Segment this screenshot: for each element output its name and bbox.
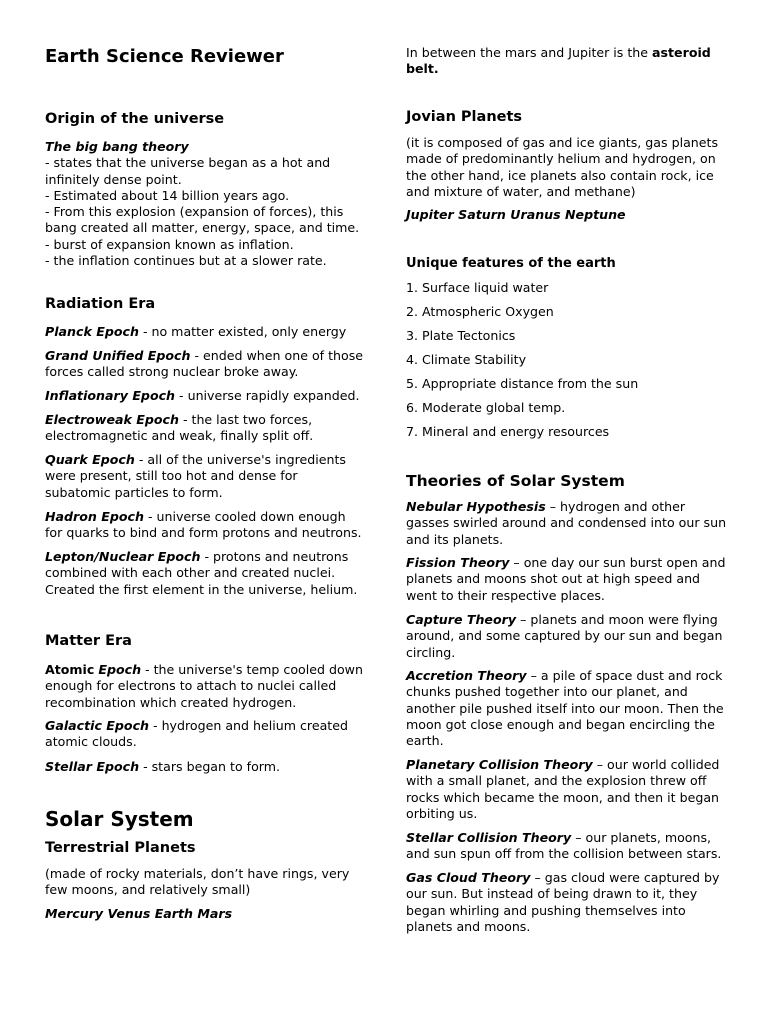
radiation-item xyxy=(45,452,365,501)
theory-term: Capture Theory xyxy=(406,612,517,627)
terrestrial-desc: (made of rocky materials, don’t have rings, very few moons, and relatively small) xyxy=(45,866,350,898)
theory-item xyxy=(406,668,731,749)
radiation-desc: - protons and neutrons combined with each other and created nuclei. Created the first element in the universe, helium. xyxy=(45,549,358,597)
theory-item xyxy=(406,757,731,822)
radiation-item xyxy=(45,549,365,598)
radiation-heading: Radiation Era xyxy=(45,296,156,312)
theory-term: Gas Cloud Theory xyxy=(406,870,531,885)
theory-term: Stellar Collision Theory xyxy=(406,830,572,845)
theory-desc: – gas cloud were captured by our sun. But instead of being drawn to it, they began whirling and pushing themselves into planets and moons. xyxy=(406,870,720,934)
radiation-item xyxy=(45,348,365,381)
origin-line: - the inflation continues but at a slower rate. xyxy=(45,253,327,269)
theories-heading: Theories of Solar System xyxy=(406,472,625,490)
theory-desc: – one day our sun burst open and planets and moons shot out at high speed and went to their respective places. xyxy=(406,555,726,603)
theory-item xyxy=(406,612,731,661)
unique-item: 2. Atmospheric Oxygen xyxy=(406,304,554,319)
unique-heading: Unique features of the earth xyxy=(406,256,616,271)
origin-block xyxy=(45,139,365,269)
document-title: Earth Science Reviewer xyxy=(45,46,284,67)
radiation-item xyxy=(45,509,365,542)
radiation-desc: - universe cooled down enough for quarks to bind and form protons and neutrons. xyxy=(45,509,362,541)
radiation-term: Inflationary Epoch xyxy=(45,388,176,403)
origin-line: - burst of expansion known as inflation. xyxy=(45,236,294,252)
unique-item: 6. Moderate global temp. xyxy=(406,400,566,415)
origin-line: - states that the universe began as a hot and infinitely dense point. xyxy=(45,155,331,187)
atomic-term-b: Epoch xyxy=(98,662,142,677)
matter-item xyxy=(45,662,365,711)
jovian-heading: Jovian Planets xyxy=(406,109,523,125)
matter-desc: - hydrogen and helium created atomic clouds. xyxy=(45,718,348,750)
galactic-term: Galactic Epoch xyxy=(45,718,150,733)
theory-item xyxy=(406,499,731,548)
origin-line: - Estimated about 14 billion years ago. xyxy=(45,187,290,203)
stellar-term: Stellar Epoch xyxy=(45,759,140,774)
theory-item xyxy=(406,870,731,935)
theory-desc: – our world collided with a small planet, and the explosion threw off rocks which became the moon, and then it began orbiting us. xyxy=(406,757,720,821)
radiation-term: Hadron Epoch xyxy=(45,509,144,524)
radiation-desc: - the last two forces, electromagnetic and weak, finally split off. xyxy=(45,412,314,444)
radiation-term: Grand Unified Epoch xyxy=(45,348,191,363)
unique-item: 7. Mineral and energy resources xyxy=(406,424,610,439)
matter-heading: Matter Era xyxy=(45,633,132,649)
radiation-term: Planck Epoch xyxy=(45,324,139,339)
theory-term: Nebular Hypothesis xyxy=(406,499,546,514)
theory-item xyxy=(406,555,731,604)
asteroid-text: In between the mars and Jupiter is the xyxy=(406,45,653,60)
radiation-desc: - all of the universe's ingredients were present, still too hot and dense for subatomic particles to form. xyxy=(45,452,346,500)
bigbang-term: The big bang theory xyxy=(45,139,189,154)
theory-item xyxy=(406,830,731,863)
radiation-item xyxy=(45,412,365,445)
asteroid-bold: asteroid belt. xyxy=(406,45,711,77)
terrestrial-list: Mercury Venus Earth Mars xyxy=(45,906,233,921)
jovian-desc: (it is composed of gas and ice giants, gas planets made of predominantly helium and hydrogen, on the other hand, ice planets also contain rock, ice and mixture of water, and methane) xyxy=(406,135,719,199)
theory-desc: – planets and moon were flying around, and some captured by our sun and began circling. xyxy=(406,612,723,660)
terrestrial-heading: Terrestrial Planets xyxy=(45,840,196,856)
unique-item: 1. Surface liquid water xyxy=(406,280,549,295)
theory-term: Accretion Theory xyxy=(406,668,527,683)
theory-term: Fission Theory xyxy=(406,555,510,570)
asteroid-belt-text xyxy=(406,45,731,78)
radiation-desc: - no matter existed, only energy xyxy=(138,324,347,339)
matter-item xyxy=(45,759,280,775)
radiation-term: Quark Epoch xyxy=(45,452,135,467)
solar-system-heading: Solar System xyxy=(45,807,194,831)
origin-line: - From this explosion (expansion of forces), this bang created all matter, energy, space, and time. xyxy=(45,204,360,236)
radiation-desc: - ended when one of those forces called strong nuclear broke away. xyxy=(45,348,364,380)
radiation-term: Electroweak Epoch xyxy=(45,412,179,427)
atomic-term-a: Atomic xyxy=(45,662,95,677)
unique-item: 3. Plate Tectonics xyxy=(406,328,516,343)
radiation-item xyxy=(45,324,346,340)
theory-desc: – our planets, moons, and sun spun off from the collision between stars. xyxy=(406,830,722,862)
radiation-desc: - universe rapidly expanded. xyxy=(175,388,360,403)
theory-desc: – hydrogen and other gasses swirled around and condensed into our sun and its planets. xyxy=(406,499,727,547)
theory-term: Planetary Collision Theory xyxy=(406,757,593,772)
radiation-item xyxy=(45,388,360,404)
matter-item xyxy=(45,718,365,751)
origin-heading: Origin of the universe xyxy=(45,111,225,127)
theory-desc: – a pile of space dust and rock chunks pushed together into our planet, and another pile pushed itself into our moon. Then the moon got close enough and began encircling the earth. xyxy=(406,668,724,749)
unique-item: 4. Climate Stability xyxy=(406,352,527,367)
matter-desc: - the universe's temp cooled down enough for electrons to attach to nuclei called recombination which created hydrogen. xyxy=(45,662,363,710)
radiation-term: Lepton/Nuclear Epoch xyxy=(45,549,201,564)
jovian-list: Jupiter Saturn Uranus Neptune xyxy=(406,207,626,222)
unique-item: 5. Appropriate distance from the sun xyxy=(406,376,639,391)
matter-desc: - stars began to form. xyxy=(139,759,281,774)
